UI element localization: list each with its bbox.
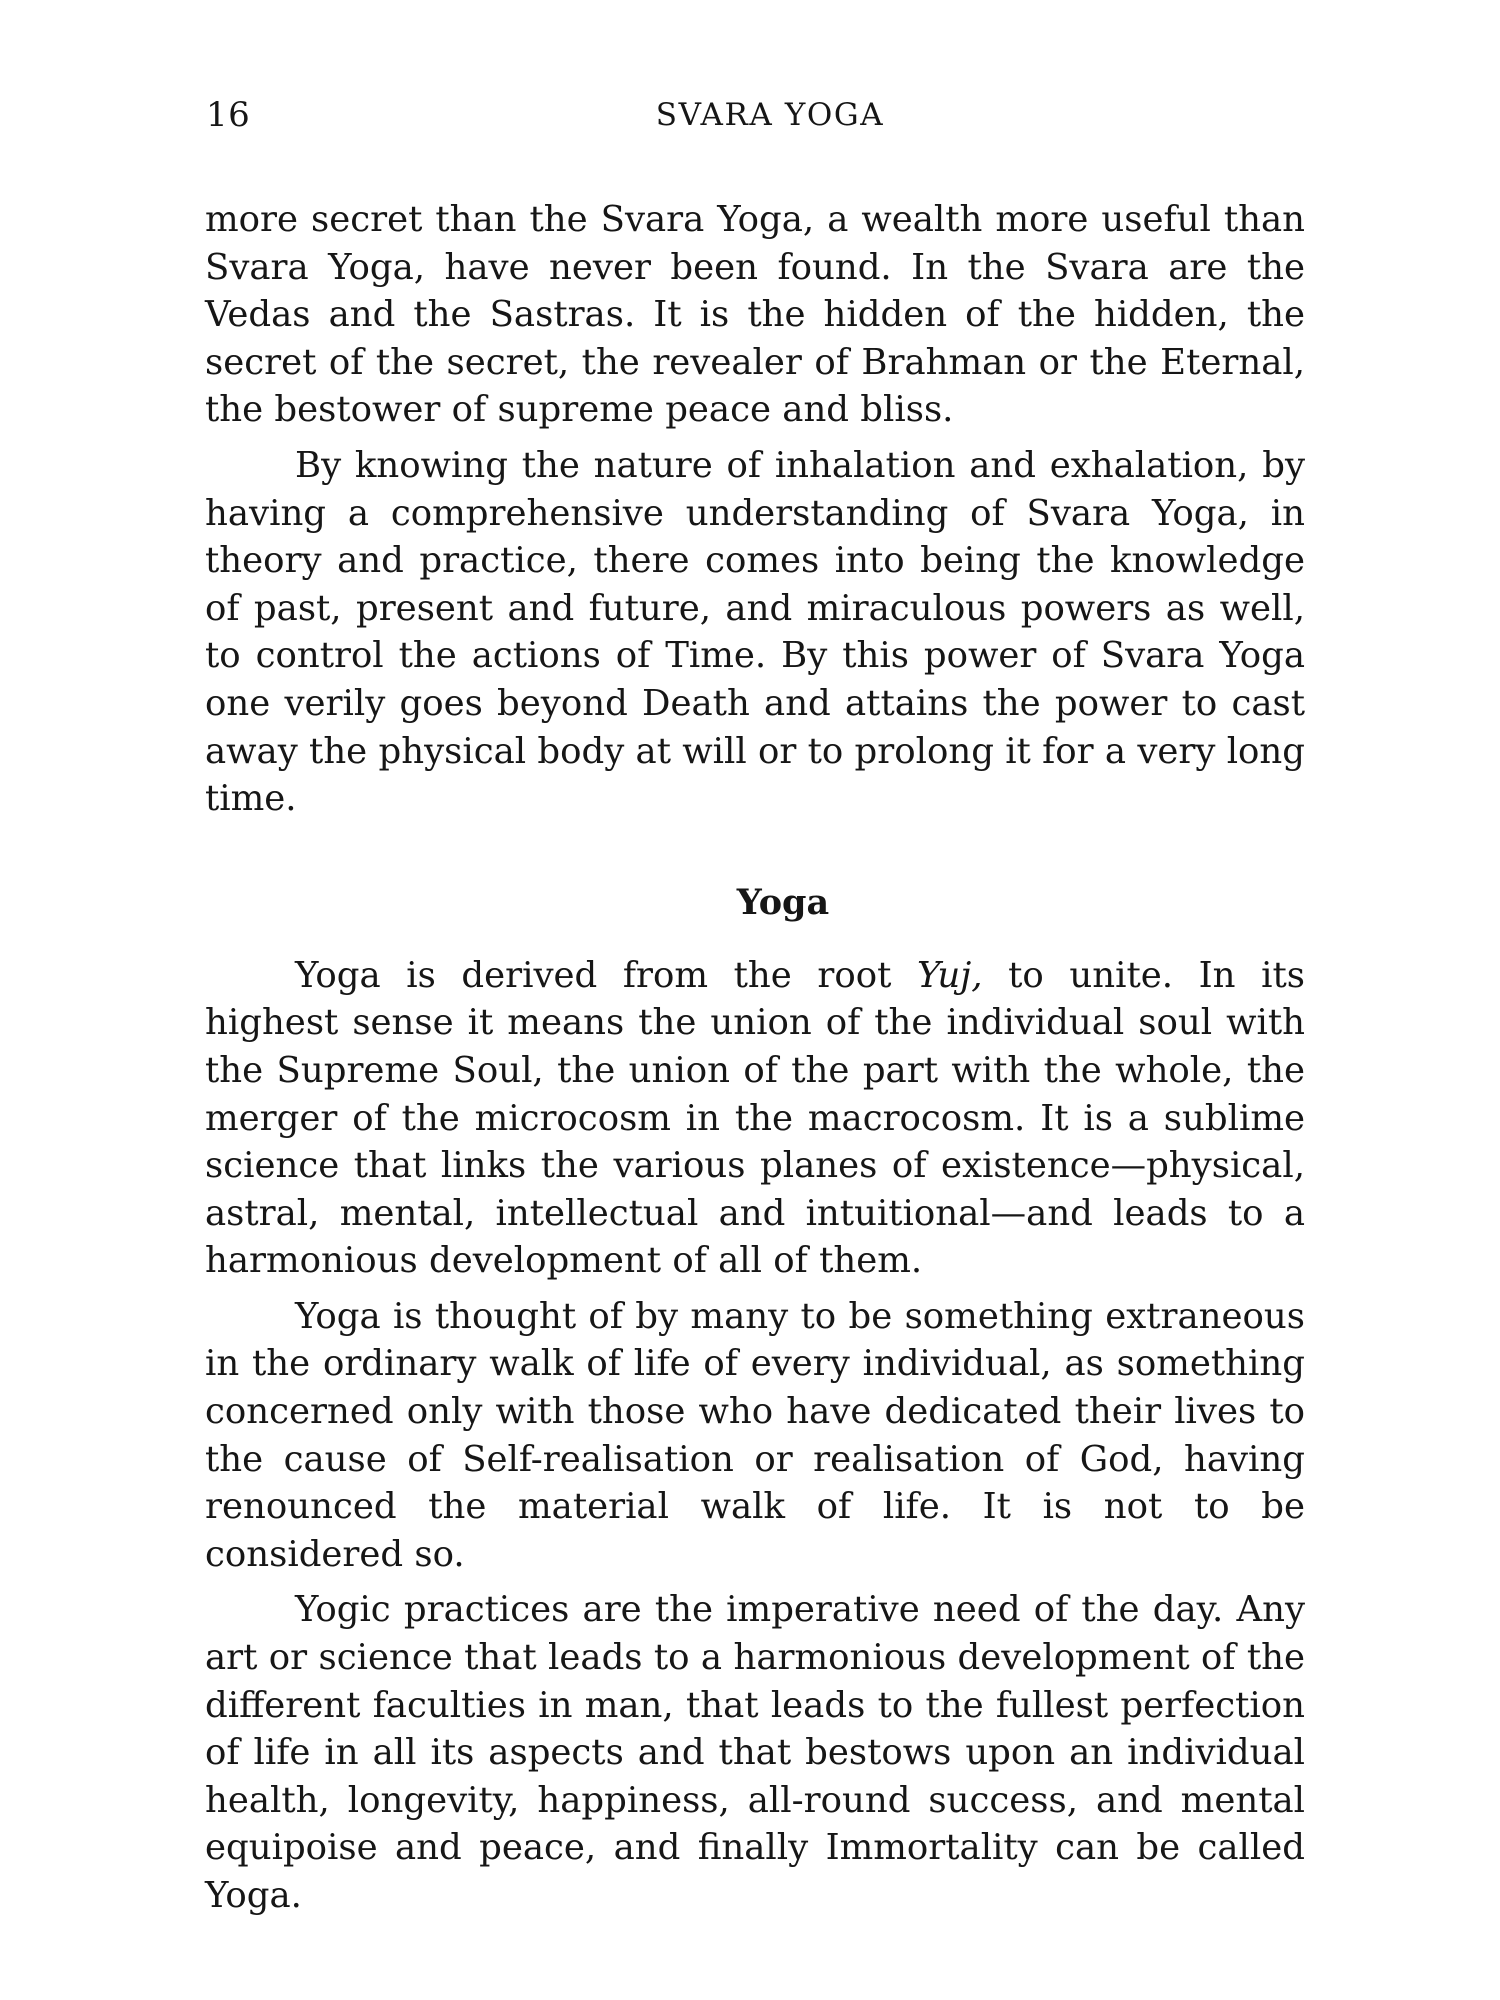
paragraph-yoga-misconception: Yoga is thought of by many to be something extraneous in the ordinary walk of life of every individual, as something concerned only with those who have dedicated their lives to the cause of Self-realisation or realisation of God, having renounced the material walk of life. It is not to be considered so. (205, 1295, 1305, 1575)
paragraph-inhalation-exhalation: By knowing the nature of inhalation and exhalation, by having a comprehensive understanding of Svara Yoga, in theory and practice, there comes into being the knowledge of past, present and future, and miraculous powers as well, to control the actions of Time. By this power of Svara Yoga one verily goes beyond Death and attains the power to cast away the physical body at will or to prolong it for a very long time. (205, 444, 1306, 820)
text-run: Yoga is derived from the root (295, 954, 917, 996)
page-body (205, 196, 1305, 1920)
section-heading-yoga: Yoga (736, 881, 830, 923)
text-run: to unite. In its highest sense it means the union of the individual soul with the Supreme Soul, the union of the part with the whole, the merger of the microcosm in the macrocosm. It is a sublime science that links the various planes of existence—physical, astral, mental, intellectual and intuitional—and leads to a harmonious development of all of them. (205, 954, 1305, 1282)
page-number: 16 (206, 95, 251, 135)
running-title: SVARA YOGA (655, 97, 885, 133)
paragraph-yoga-definition (205, 952, 1305, 1285)
paragraph-yogic-practices: Yogic practices are the imperative need of the day. Any art or science that leads to a harmonious development of the different faculties in man, that leads to the fullest perfection of life in all its aspects and that bestows upon an individual health, longevity, happiness, all-round success, and mental equipoise and peace, and finally Immortality can be called Yoga. (205, 1589, 1305, 1916)
paragraph-continued: more secret than the Svara Yoga, a wealth more useful than Svara Yoga, have never been found. In the Svara are the Vedas and the Sastras. It is the hidden of the hidden, the secret of the secret, the revealer of Brahman or the Eternal, the bestower of supreme peace and bliss. (205, 199, 1305, 431)
italic-term-yuj: Yuj, (917, 954, 983, 996)
